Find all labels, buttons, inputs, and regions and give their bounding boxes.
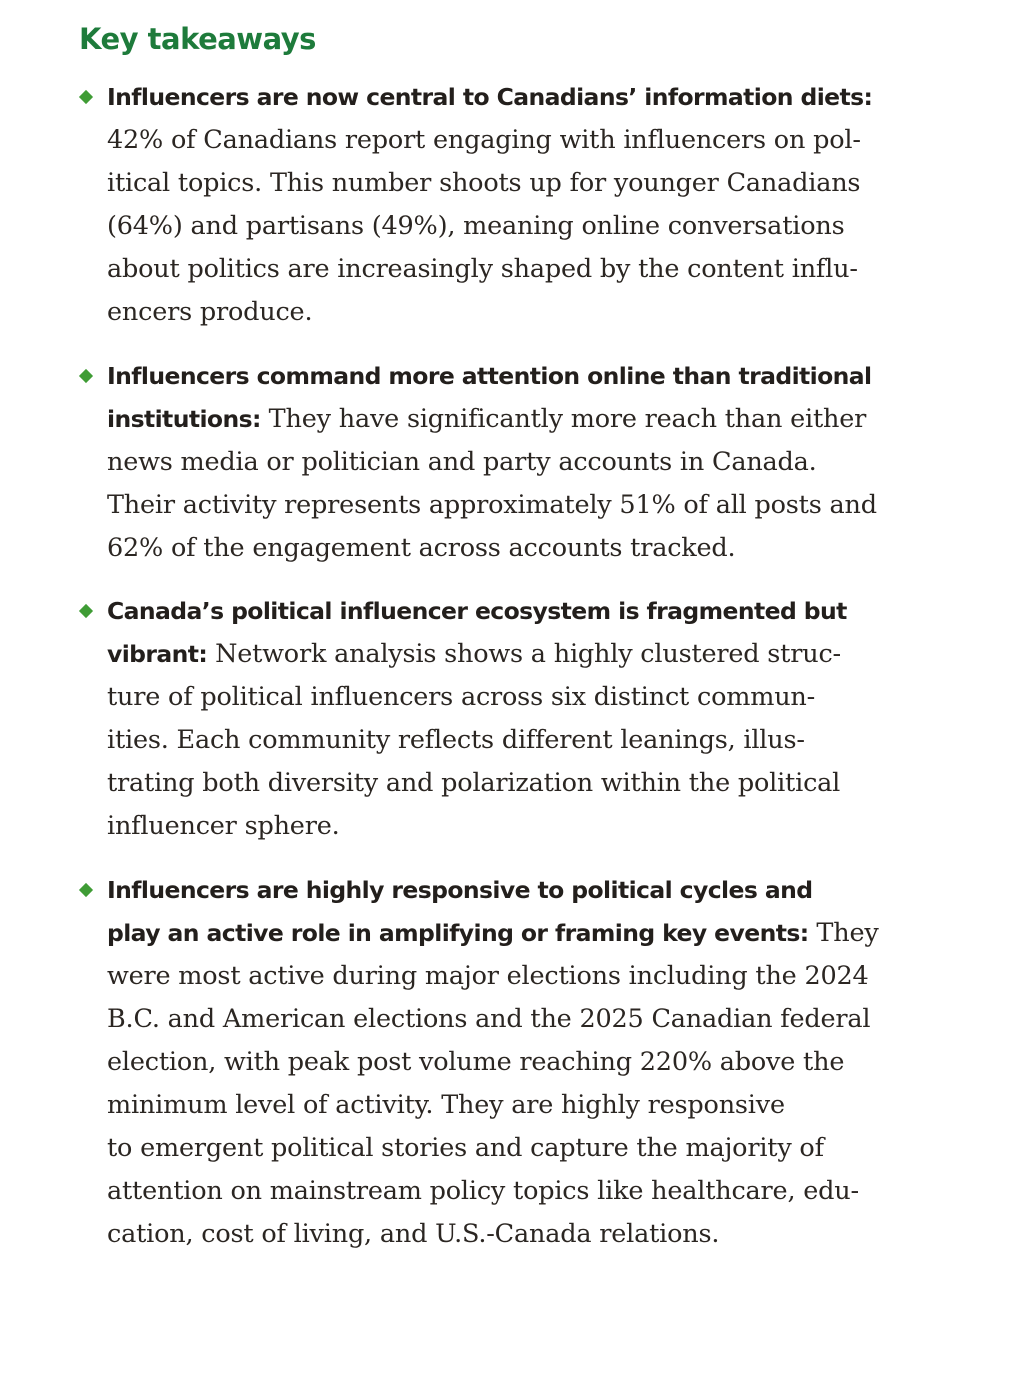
takeaway-line: [107, 762, 840, 805]
takeaway-line: [107, 248, 858, 291]
takeaway-heading: Influencers command more attention online than traditional: [107, 362, 872, 390]
takeaway-line: [107, 955, 869, 998]
takeaway-line: [107, 1127, 824, 1170]
takeaway-line: [107, 527, 735, 570]
takeaway-text: election, with peak post volume reaching 220% above the: [107, 1047, 845, 1077]
takeaway-heading: Influencers are now central to Canadians’ information diets:: [107, 83, 873, 111]
diamond-icon: [79, 883, 93, 897]
takeaway-text: ture of political influencers across six distinct commun-: [107, 682, 816, 712]
takeaway-text: They: [808, 918, 879, 948]
takeaway-text: attention on mainstream policy topics like healthcare, edu-: [107, 1176, 859, 1206]
takeaway-heading: vibrant:: [107, 640, 208, 668]
takeaway-text: trating both diversity and polarization within the political: [107, 768, 841, 798]
takeaway-text: ities. Each community reflects different leanings, illus-: [107, 725, 805, 755]
takeaway-text: about politics are increasingly shaped by the content influ-: [107, 254, 858, 284]
takeaway-line: [107, 441, 817, 484]
takeaway-text: (64%) and partisans (49%), meaning online conversations: [107, 211, 845, 241]
takeaway-heading: Influencers are highly responsive to political cycles and: [107, 876, 813, 904]
takeaway-line: [107, 912, 879, 955]
takeaway-line: [107, 291, 312, 334]
takeaway-text: 62% of the engagement across accounts tracked.: [107, 533, 736, 563]
takeaway-line: [107, 1041, 844, 1084]
takeaway-text: were most active during major elections including the 2024: [107, 961, 869, 991]
takeaway-line: [107, 205, 844, 248]
takeaway-line: [107, 719, 805, 762]
takeaway-line: [107, 633, 841, 676]
takeaway-line: [107, 805, 340, 848]
takeaway-text: Their activity represents approximately 51% of all posts and: [107, 490, 877, 520]
takeaway-text: influencer sphere.: [107, 811, 340, 841]
takeaway-line: [107, 484, 877, 527]
diamond-icon: [79, 369, 93, 383]
takeaway-text: itical topics. This number shoots up for younger Canadians: [107, 168, 861, 198]
takeaway-text: minimum level of activity. They are highly responsive: [107, 1090, 785, 1120]
takeaway-text: news media or politician and party accounts in Canada.: [107, 447, 817, 477]
takeaway-heading: play an active role in amplifying or framing key events:: [107, 919, 809, 947]
takeaway-line: [107, 1170, 859, 1213]
takeaway-line: [107, 355, 872, 398]
takeaway-line: [107, 398, 866, 441]
takeaway-heading: Canada’s political influencer ecosystem is fragmented but: [107, 597, 847, 625]
takeaway-heading: institutions:: [107, 405, 261, 433]
takeaway-line: [107, 590, 847, 633]
takeaway-line: [107, 119, 861, 162]
diamond-icon: [79, 90, 93, 104]
takeaway-text: They have significantly more reach than either: [260, 404, 867, 434]
takeaway-text: Network analysis shows a highly clustered struc-: [207, 639, 841, 669]
takeaway-line: [107, 1084, 785, 1127]
takeaway-line: [107, 676, 815, 719]
takeaway-line: [107, 76, 872, 119]
takeaway-text: cation, cost of living, and U.S.-Canada relations.: [107, 1219, 720, 1249]
takeaway-line: [107, 869, 812, 912]
takeaway-text: to emergent political stories and capture the majority of: [107, 1133, 824, 1163]
takeaway-text: B.C. and American elections and the 2025 Canadian federal: [107, 1004, 871, 1034]
takeaway-text: encers produce.: [107, 297, 313, 327]
page-title: Key takeaways: [79, 22, 316, 56]
diamond-icon: [79, 604, 93, 618]
takeaway-line: [107, 998, 870, 1041]
takeaway-line: [107, 162, 860, 205]
takeaway-line: [107, 1213, 719, 1256]
takeaway-text: 42% of Canadians report engaging with influencers on pol-: [107, 125, 861, 155]
